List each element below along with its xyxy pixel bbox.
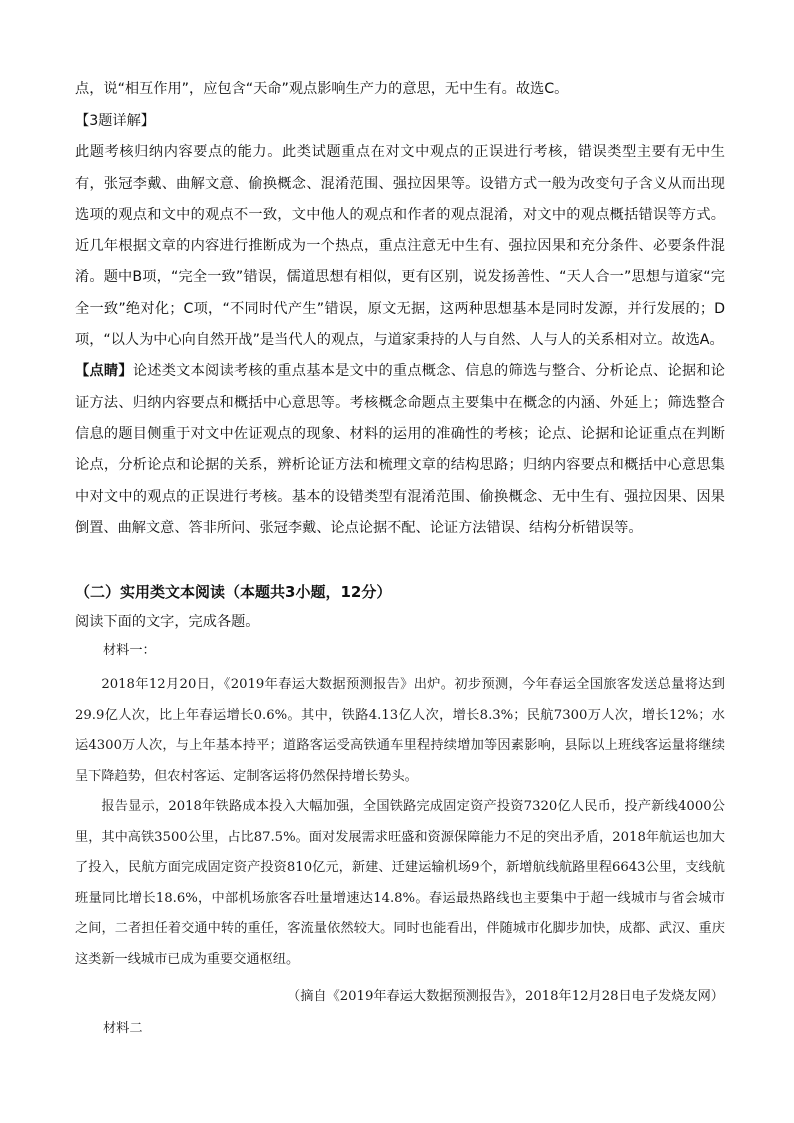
material1-source: （摘自《2019年春运大数据预测报告》，2018年12月28日电子发烧友网） [287, 989, 724, 1004]
material2-label: 材料二 [103, 1021, 143, 1036]
answer-continuation-text: 点，说“相互作用”，应包含“天命”观点影响生产力的意思，无中生有。故选C。 [75, 81, 569, 97]
question3-detail [75, 106, 725, 544]
answer-continuation [75, 74, 725, 105]
section-intro: 阅读下面的文字，完成各题。 [75, 614, 260, 630]
material1-label: 材料一： [103, 643, 156, 658]
tip-paragraph [75, 356, 725, 544]
tip-text: 论述类文本阅读考核的重点基本是文中的重点概念、信息的筛选与整合、分析论点、论据和论证方法、归纳内容要点和概括中心意思等。考核概念命题点主要集中在概念的内涵、外延上；筛选整合信息的题目侧重于对文中佐证观点的现象、材料的运用的准确性的考核；论点、论据和论证重点在判断论点，分析论点和论据的关系，辨析论证方法和梳理文章的结构思路；归纳内容要点和概括中心意思集中对文中的观点的正误进行考核。基本的设错类型有混淆范围、偷换概念、无中生有、强拉因果、因果倒置、曲解文意、答非所问、张冠李戴、论点论据不配、论证方法错误、结构分析错误等。 [75, 363, 725, 536]
material1-paragraph-2: 报告显示，2018年铁路成本投入大幅加强，全国铁路完成固定资产投资7320亿人民币，投产新线4000公里，其中高铁3500公里，占比87.5%。面对发展需求旺盛和资源保障能力不足的突出矛盾，2018年航运也加大了投入，民航方面完成固定资产投资810亿元，新建、迁建运输机场9个，新增航线航路里程6643公里，支线航班量同比增长18.6%，中部机场旅客吞吐量增速达14.8%。春运最热路线也主要集中于超一线城市与省会城市之间，二者担任着交通中转的重任，客流量依然较大。同时也能看出，伴随城市化脚步加快，成都、武汉、重庆这类新一线城市已成为重要交通枢纽。 [75, 799, 725, 967]
question3-detail-label: 【3题详解】 [75, 113, 155, 129]
section-title: （二）实用类文本阅读（本题共3小题，12分） [75, 583, 392, 601]
material1-paragraph-1: 2018年12月20日，《2019年春运大数据预测报告》出炉。初步预测，今年春运全国旅客发送总量将达到29.9亿人次，比上年春运增长0.6%。其中，铁路4.13亿人次，增长8.3%；民航7300万人次，增长12%；水运4300万人次，与上年基本持平；道路客运受高铁通车里程持续增加等因素影响，县际以上班线客运量将继续呈下降趋势，但农村客运、定制客运将仍然保持增长势头。 [75, 677, 725, 784]
question3-detail-text: 此题考核归纳内容要点的能力。此类试题重点在对文中观点的正误进行考核，错误类型主要有无中生有，张冠李戴、曲解文意、偷换概念、混淆范围、强拉因果等。设错方式一般为改变句子含义从而出现选项的观点和文中的观点不一致，文中他人的观点和作者的观点混淆，对文中的观点概括错误等方式。近几年根据文章的内容进行推断成为一个热点，重点注意无中生有、强拉因果和充分条件、必要条件混淆。题中B项，“完全一致”错误，儒道思想有相似，更有区别，说发扬善性、“天人合一”思想与道家“完全一致”绝对化；C项，“不同时代产生”错误，原文无据，这两种思想基本是同时发源，并行发展的；D项，“以人为中心向自然开战”是当代人的观点，与道家秉持的人与自然、人与人的关系相对立。故选A。 [75, 144, 725, 349]
tip-label: 【点睛】 [75, 363, 133, 380]
